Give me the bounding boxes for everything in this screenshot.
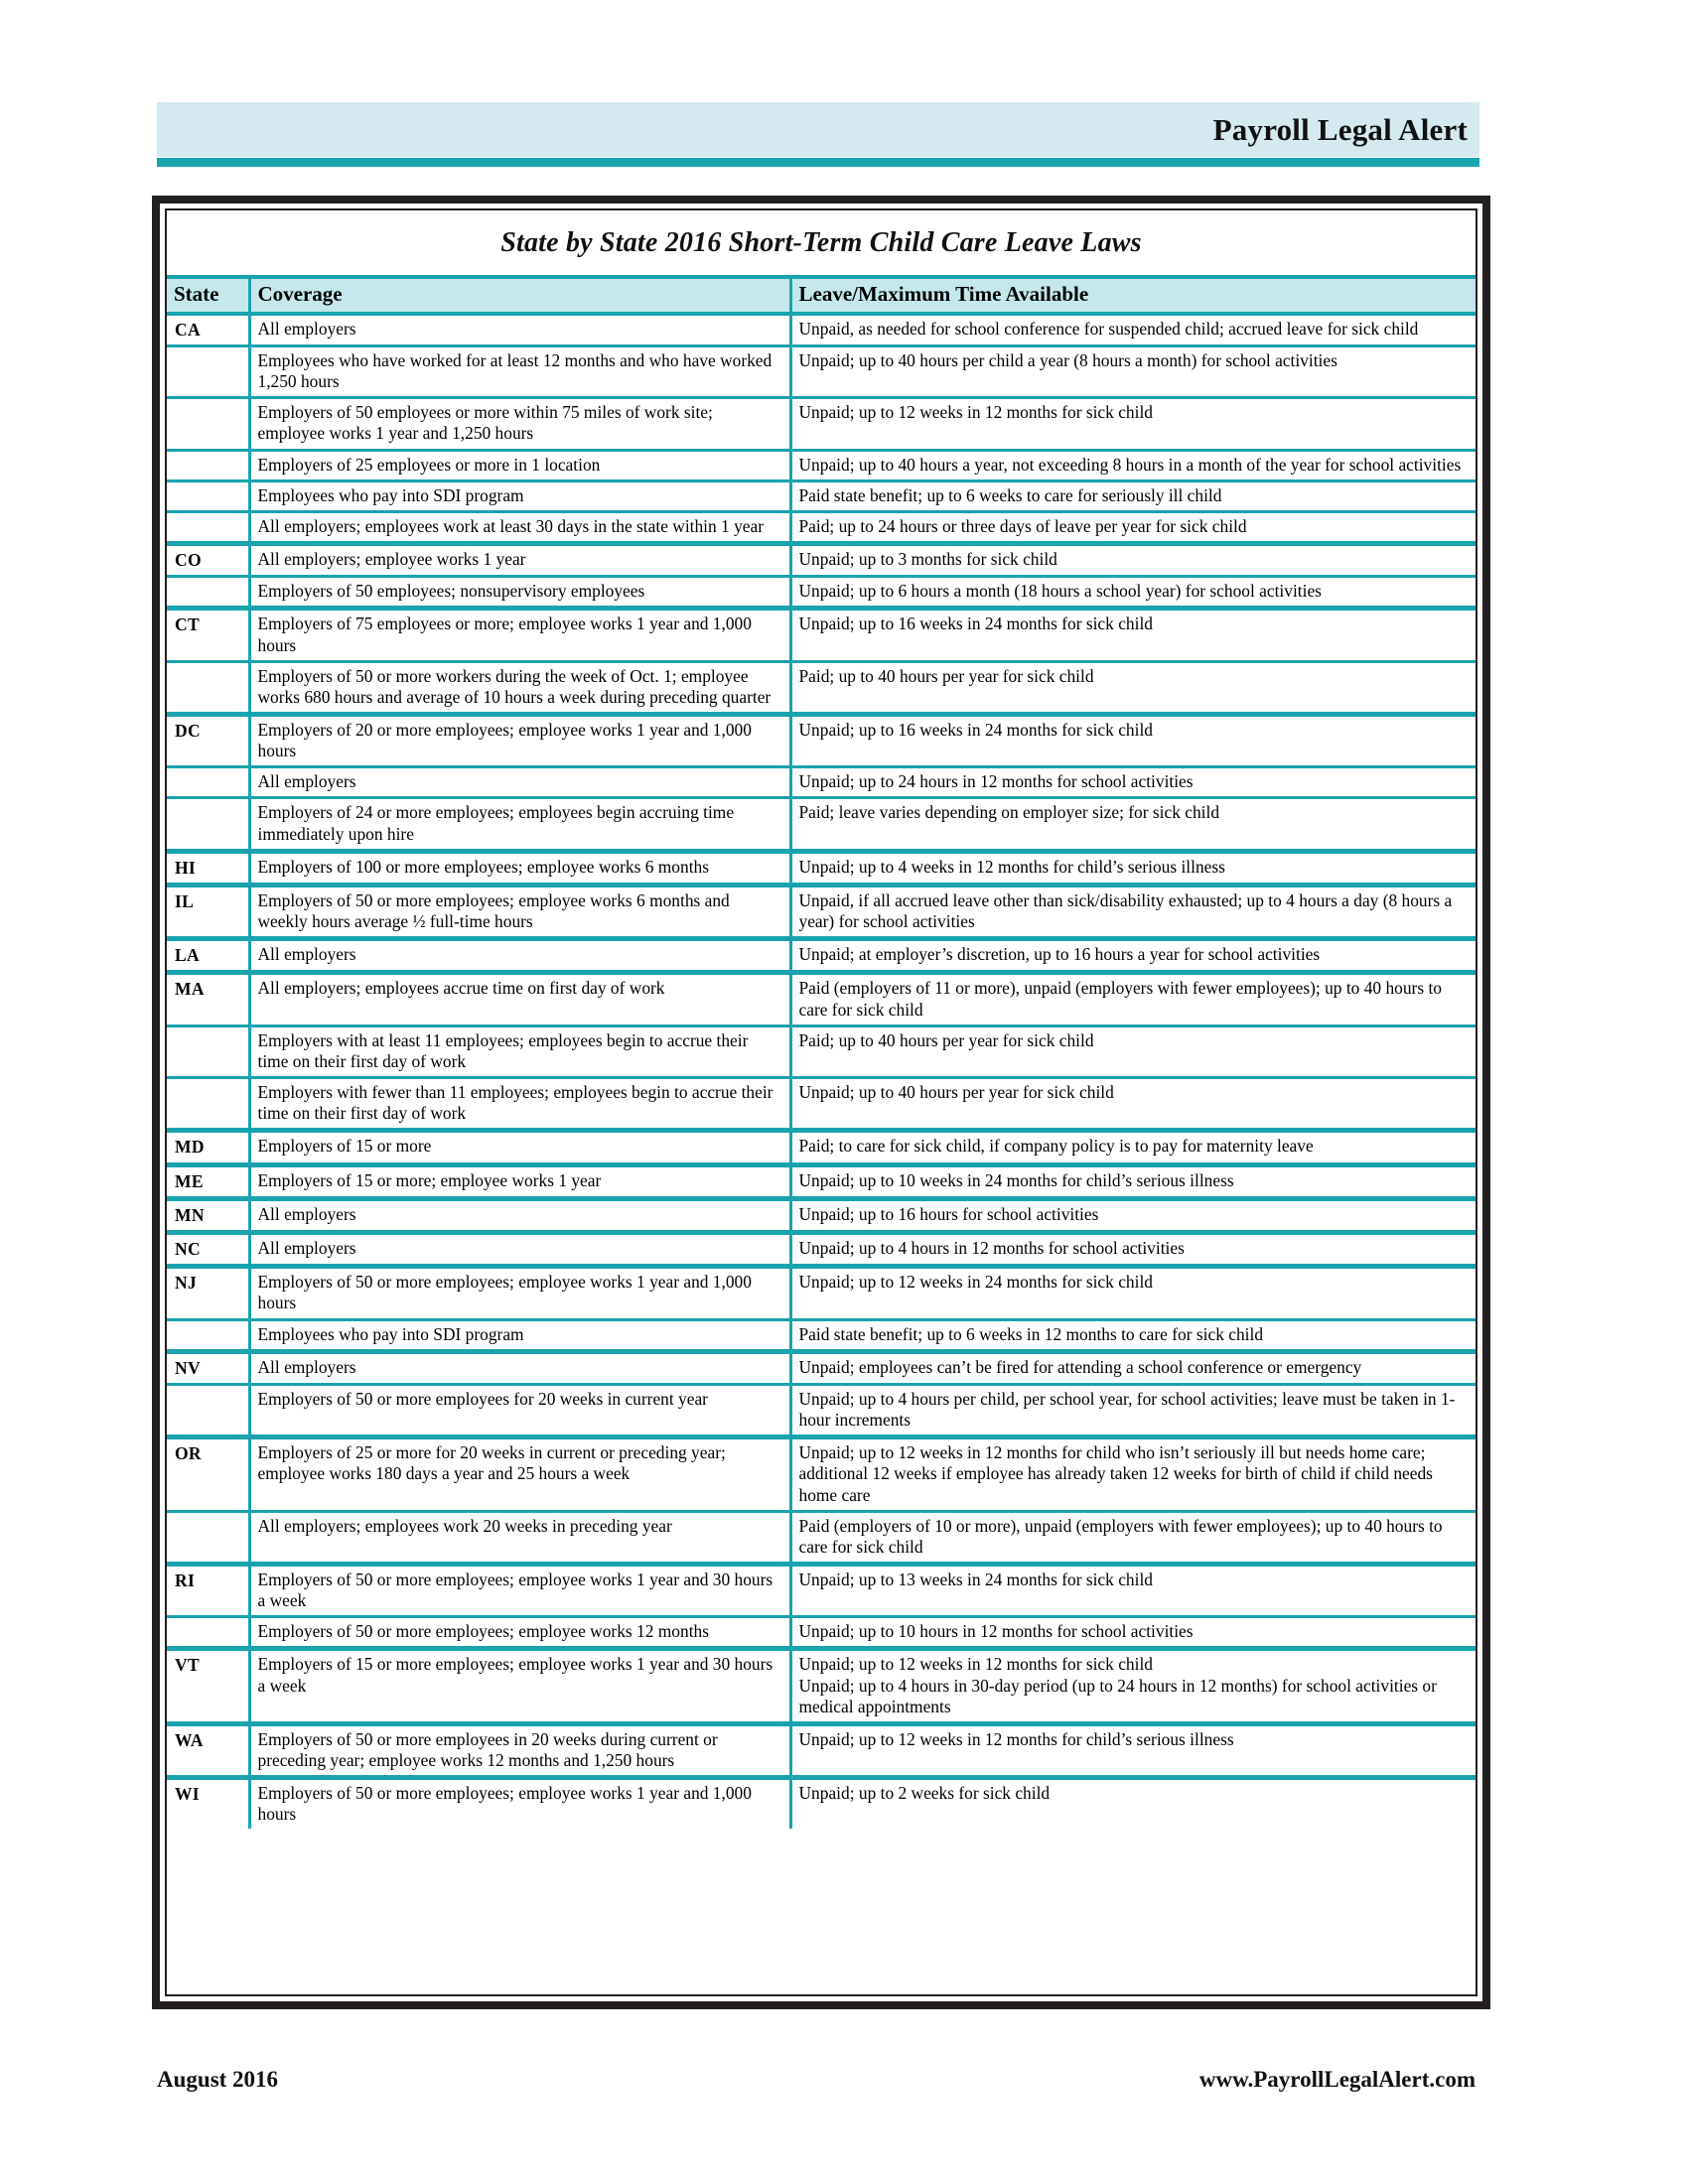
- coverage-cell: Employers of 25 employees or more in 1 location: [249, 450, 790, 480]
- state-abbreviation-cell: [167, 767, 249, 798]
- coverage-cell: Employees who have worked for at least 12 months and who have worked 1,250 hours: [249, 346, 790, 398]
- leave-cell: Unpaid; up to 3 months for sick child: [790, 544, 1476, 577]
- leave-cell: Unpaid; employees can’t be fired for attending a school conference or emergency: [790, 1351, 1476, 1384]
- state-abbreviation-cell: [167, 1319, 249, 1351]
- coverage-cell: Employers of 15 or more: [249, 1131, 790, 1164]
- state-abbreviation-cell: [167, 798, 249, 851]
- table-row: [167, 1723, 1476, 1777]
- leave-cell: Unpaid; up to 40 hours a year, not exceeding 8 hours in a month of the year for school activities: [790, 450, 1476, 480]
- leave-cell: Unpaid; at employer’s discretion, up to 16 hours a year for school activities: [790, 939, 1476, 973]
- state-abbreviation-cell: CA: [167, 314, 249, 346]
- table-row: [167, 544, 1476, 577]
- coverage-cell: Employers of 100 or more employees; employee works 6 months: [249, 851, 790, 885]
- table-row: [167, 1617, 1476, 1649]
- state-abbreviation-cell: [167, 661, 249, 714]
- leave-cell: Unpaid; up to 6 hours a month (18 hours a school year) for school activities: [790, 577, 1476, 609]
- leave-cell: Unpaid; up to 12 weeks in 24 months for sick child: [790, 1267, 1476, 1319]
- table-row: [167, 885, 1476, 938]
- column-header-coverage: Coverage: [249, 277, 790, 314]
- table-row: [167, 398, 1476, 450]
- state-abbreviation-cell: OR: [167, 1437, 249, 1511]
- coverage-cell: Employers of 50 employees or more within 75 miles of work site; employee works 1 year and 1,250 hours: [249, 398, 790, 450]
- table-row: [167, 346, 1476, 398]
- leave-cell: Unpaid; up to 10 hours in 12 months for school activities: [790, 1617, 1476, 1649]
- table-row: [167, 609, 1476, 661]
- table-row: [167, 1131, 1476, 1164]
- coverage-cell: All employers; employees accrue time on first day of work: [249, 973, 790, 1025]
- coverage-cell: Employers of 50 or more workers during the week of Oct. 1; employee works 680 hours and average of 10 hours a week during preceding quarter: [249, 661, 790, 714]
- leave-cell: Unpaid; up to 4 hours per child, per school year, for school activities; leave must be taken in 1-hour increments: [790, 1384, 1476, 1436]
- coverage-cell: All employers: [249, 314, 790, 346]
- leave-cell: Paid; to care for sick child, if company policy is to pay for maternity leave: [790, 1131, 1476, 1164]
- leave-cell: Paid (employers of 11 or more), unpaid (employers with fewer employees); up to 40 hours to care for sick child: [790, 973, 1476, 1025]
- table-row: [167, 1267, 1476, 1319]
- table-row: [167, 798, 1476, 851]
- table-row: [167, 767, 1476, 798]
- coverage-cell: All employers; employees work 20 weeks in preceding year: [249, 1511, 790, 1564]
- child-care-leave-laws-table: [167, 275, 1476, 1829]
- table-row: [167, 1649, 1476, 1723]
- table-row: [167, 1164, 1476, 1198]
- column-header-leave: Leave/Maximum Time Available: [790, 277, 1476, 314]
- state-abbreviation-cell: [167, 1384, 249, 1436]
- table-row: [167, 1384, 1476, 1436]
- coverage-cell: Employers of 20 or more employees; employee works 1 year and 1,000 hours: [249, 714, 790, 766]
- leave-cell: Paid state benefit; up to 6 weeks in 12 months to care for sick child: [790, 1319, 1476, 1351]
- page-footer: [157, 2067, 1479, 2101]
- leave-cell: Unpaid; up to 2 weeks for sick child: [790, 1778, 1476, 1830]
- state-abbreviation-cell: NC: [167, 1233, 249, 1267]
- leave-line: Unpaid; up to 4 hours in 30-day period (up to 24 hours in 12 months) for school activities or medical appointments: [798, 1675, 1437, 1716]
- state-abbreviation-cell: [167, 450, 249, 480]
- leave-cell: Unpaid, as needed for school conference for suspended child; accrued leave for sick child: [790, 314, 1476, 346]
- state-abbreviation-cell: NV: [167, 1351, 249, 1384]
- coverage-cell: Employers of 25 or more for 20 weeks in current or preceding year; employee works 180 days a year and 25 hours a week: [249, 1437, 790, 1511]
- table-row: [167, 1233, 1476, 1267]
- table-row: [167, 480, 1476, 511]
- state-abbreviation-cell: [167, 1511, 249, 1564]
- state-abbreviation-cell: RI: [167, 1564, 249, 1616]
- coverage-cell: Employers of 50 or more employees for 20 weeks in current year: [249, 1384, 790, 1436]
- website-url[interactable]: www.PayrollLegalAlert.com: [1198, 2067, 1476, 2092]
- table-row: [167, 450, 1476, 480]
- table-row: [167, 577, 1476, 609]
- coverage-cell: Employees who pay into SDI program: [249, 1319, 790, 1351]
- table-row: [167, 1564, 1476, 1616]
- leave-cell: Paid; leave varies depending on employer size; for sick child: [790, 798, 1476, 851]
- state-abbreviation-cell: [167, 577, 249, 609]
- coverage-cell: Employers of 50 or more employees; employee works 1 year and 1,000 hours: [249, 1778, 790, 1830]
- coverage-cell: Employers of 50 or more employees; employee works 1 year and 1,000 hours: [249, 1267, 790, 1319]
- table-row: [167, 1319, 1476, 1351]
- leave-cell: Unpaid; up to 12 weeks in 12 months for child who isn’t seriously ill but needs home care; additional 12 weeks if employee has already taken 12 weeks for birth of child if child needs home care: [790, 1437, 1476, 1511]
- coverage-cell: Employees who pay into SDI program: [249, 480, 790, 511]
- state-abbreviation-cell: MA: [167, 973, 249, 1025]
- leave-cell: Paid state benefit; up to 6 weeks to care for seriously ill child: [790, 480, 1476, 511]
- table-row: [167, 851, 1476, 885]
- state-abbreviation-cell: [167, 398, 249, 450]
- leave-cell: Unpaid, if all accrued leave other than sick/disability exhausted; up to 4 hours a day (8 hours a year) for school activities: [790, 885, 1476, 938]
- coverage-cell: All employers: [249, 939, 790, 973]
- coverage-cell: Employers of 75 employees or more; employee works 1 year and 1,000 hours: [249, 609, 790, 661]
- leave-cell: Unpaid; up to 4 hours in 12 months for school activities: [790, 1233, 1476, 1267]
- coverage-cell: Employers with at least 11 employees; employees begin to accrue their time on their first day of work: [249, 1025, 790, 1077]
- coverage-cell: Employers of 50 or more employees; employee works 12 months: [249, 1617, 790, 1649]
- table-row: [167, 1078, 1476, 1131]
- leave-cell: Unpaid; up to 13 weeks in 24 months for sick child: [790, 1564, 1476, 1616]
- table-frame-outer: [152, 196, 1490, 2009]
- leave-cell: Unpaid; up to 24 hours in 12 months for school activities: [790, 767, 1476, 798]
- state-abbreviation-cell: [167, 1617, 249, 1649]
- issue-date: August 2016: [157, 2067, 279, 2092]
- state-abbreviation-cell: [167, 1025, 249, 1077]
- table-row: [167, 511, 1476, 543]
- state-abbreviation-cell: CO: [167, 544, 249, 577]
- leave-cell: Unpaid; up to 40 hours per child a year (8 hours a month) for school activities: [790, 346, 1476, 398]
- state-abbreviation-cell: IL: [167, 885, 249, 938]
- coverage-cell: Employers of 50 or more employees in 20 weeks during current or preceding year; employee works 12 months and 1,250 hours: [249, 1723, 790, 1777]
- coverage-cell: All employers: [249, 1351, 790, 1384]
- state-abbreviation-cell: WI: [167, 1778, 249, 1830]
- table-header: [167, 277, 1476, 314]
- coverage-cell: Employers of 24 or more employees; employees begin accruing time immediately upon hire: [249, 798, 790, 851]
- leave-cell: Paid; up to 40 hours per year for sick child: [790, 661, 1476, 714]
- table-row: [167, 1351, 1476, 1384]
- state-abbreviation-cell: MD: [167, 1131, 249, 1164]
- coverage-cell: Employers of 15 or more employees; employee works 1 year and 30 hours a week: [249, 1649, 790, 1723]
- leave-cell: Unpaid; up to 16 hours for school activities: [790, 1198, 1476, 1232]
- state-abbreviation-cell: MN: [167, 1198, 249, 1232]
- state-abbreviation-cell: DC: [167, 714, 249, 766]
- table-row: [167, 1437, 1476, 1511]
- coverage-cell: Employers with fewer than 11 employees; employees begin to accrue their time on their first day of work: [249, 1078, 790, 1131]
- state-abbreviation-cell: WA: [167, 1723, 249, 1777]
- leave-cell: Paid; up to 24 hours or three days of leave per year for sick child: [790, 511, 1476, 543]
- publication-title: Payroll Legal Alert: [1212, 111, 1468, 147]
- leave-cell: Unpaid; up to 12 weeks in 12 months for sick child: [790, 398, 1476, 450]
- coverage-cell: Employers of 50 or more employees; employee works 1 year and 30 hours a week: [249, 1564, 790, 1616]
- state-abbreviation-cell: LA: [167, 939, 249, 973]
- table-row: [167, 714, 1476, 766]
- table-frame-inner: [165, 208, 1477, 1996]
- table-row: [167, 661, 1476, 714]
- leave-cell: Paid; up to 40 hours per year for sick child: [790, 1025, 1476, 1077]
- table-row: [167, 1198, 1476, 1232]
- coverage-cell: All employers: [249, 1198, 790, 1232]
- leave-cell: Unpaid; up to 40 hours per year for sick child: [790, 1078, 1476, 1131]
- coverage-cell: All employers; employees work at least 30 days in the state within 1 year: [249, 511, 790, 543]
- table-row: [167, 973, 1476, 1025]
- leave-cell: Unpaid; up to 10 weeks in 24 months for child’s serious illness: [790, 1164, 1476, 1198]
- table-row: [167, 314, 1476, 346]
- state-abbreviation-cell: [167, 346, 249, 398]
- state-abbreviation-cell: CT: [167, 609, 249, 661]
- leave-cell: [790, 1649, 1476, 1723]
- column-header-state: State: [167, 277, 249, 314]
- leave-cell: Unpaid; up to 16 weeks in 24 months for sick child: [790, 609, 1476, 661]
- state-abbreviation-cell: [167, 1078, 249, 1131]
- masthead-band: [157, 102, 1479, 157]
- table-header-row: [167, 277, 1476, 314]
- table-row: [167, 1778, 1476, 1830]
- table-title: State by State 2016 Short-Term Child Care Leave Laws: [500, 227, 1142, 258]
- coverage-cell: All employers: [249, 767, 790, 798]
- leave-cell: Unpaid; up to 12 weeks in 12 months for child’s serious illness: [790, 1723, 1476, 1777]
- coverage-cell: Employers of 15 or more; employee works 1 year: [249, 1164, 790, 1198]
- leave-cell: Unpaid; up to 4 weeks in 12 months for child’s serious illness: [790, 851, 1476, 885]
- state-abbreviation-cell: HI: [167, 851, 249, 885]
- table-body: [167, 314, 1476, 1830]
- leave-cell: Paid (employers of 10 or more), unpaid (employers with fewer employees); up to 40 hours to care for sick child: [790, 1511, 1476, 1564]
- state-abbreviation-cell: [167, 511, 249, 543]
- leave-line: Unpaid; up to 12 weeks in 12 months for sick child: [798, 1654, 1153, 1675]
- leave-cell: Unpaid; up to 16 weeks in 24 months for sick child: [790, 714, 1476, 766]
- coverage-cell: Employers of 50 or more employees; employee works 6 months and weekly hours average ½ full-time hours: [249, 885, 790, 938]
- table-row: [167, 1511, 1476, 1564]
- table-row: [167, 1025, 1476, 1077]
- coverage-cell: Employers of 50 employees; nonsupervisory employees: [249, 577, 790, 609]
- masthead-rule: [157, 158, 1479, 167]
- state-abbreviation-cell: [167, 480, 249, 511]
- state-abbreviation-cell: ME: [167, 1164, 249, 1198]
- state-abbreviation-cell: NJ: [167, 1267, 249, 1319]
- table-row: [167, 939, 1476, 973]
- state-abbreviation-cell: VT: [167, 1649, 249, 1723]
- coverage-cell: All employers; employee works 1 year: [249, 544, 790, 577]
- coverage-cell: All employers: [249, 1233, 790, 1267]
